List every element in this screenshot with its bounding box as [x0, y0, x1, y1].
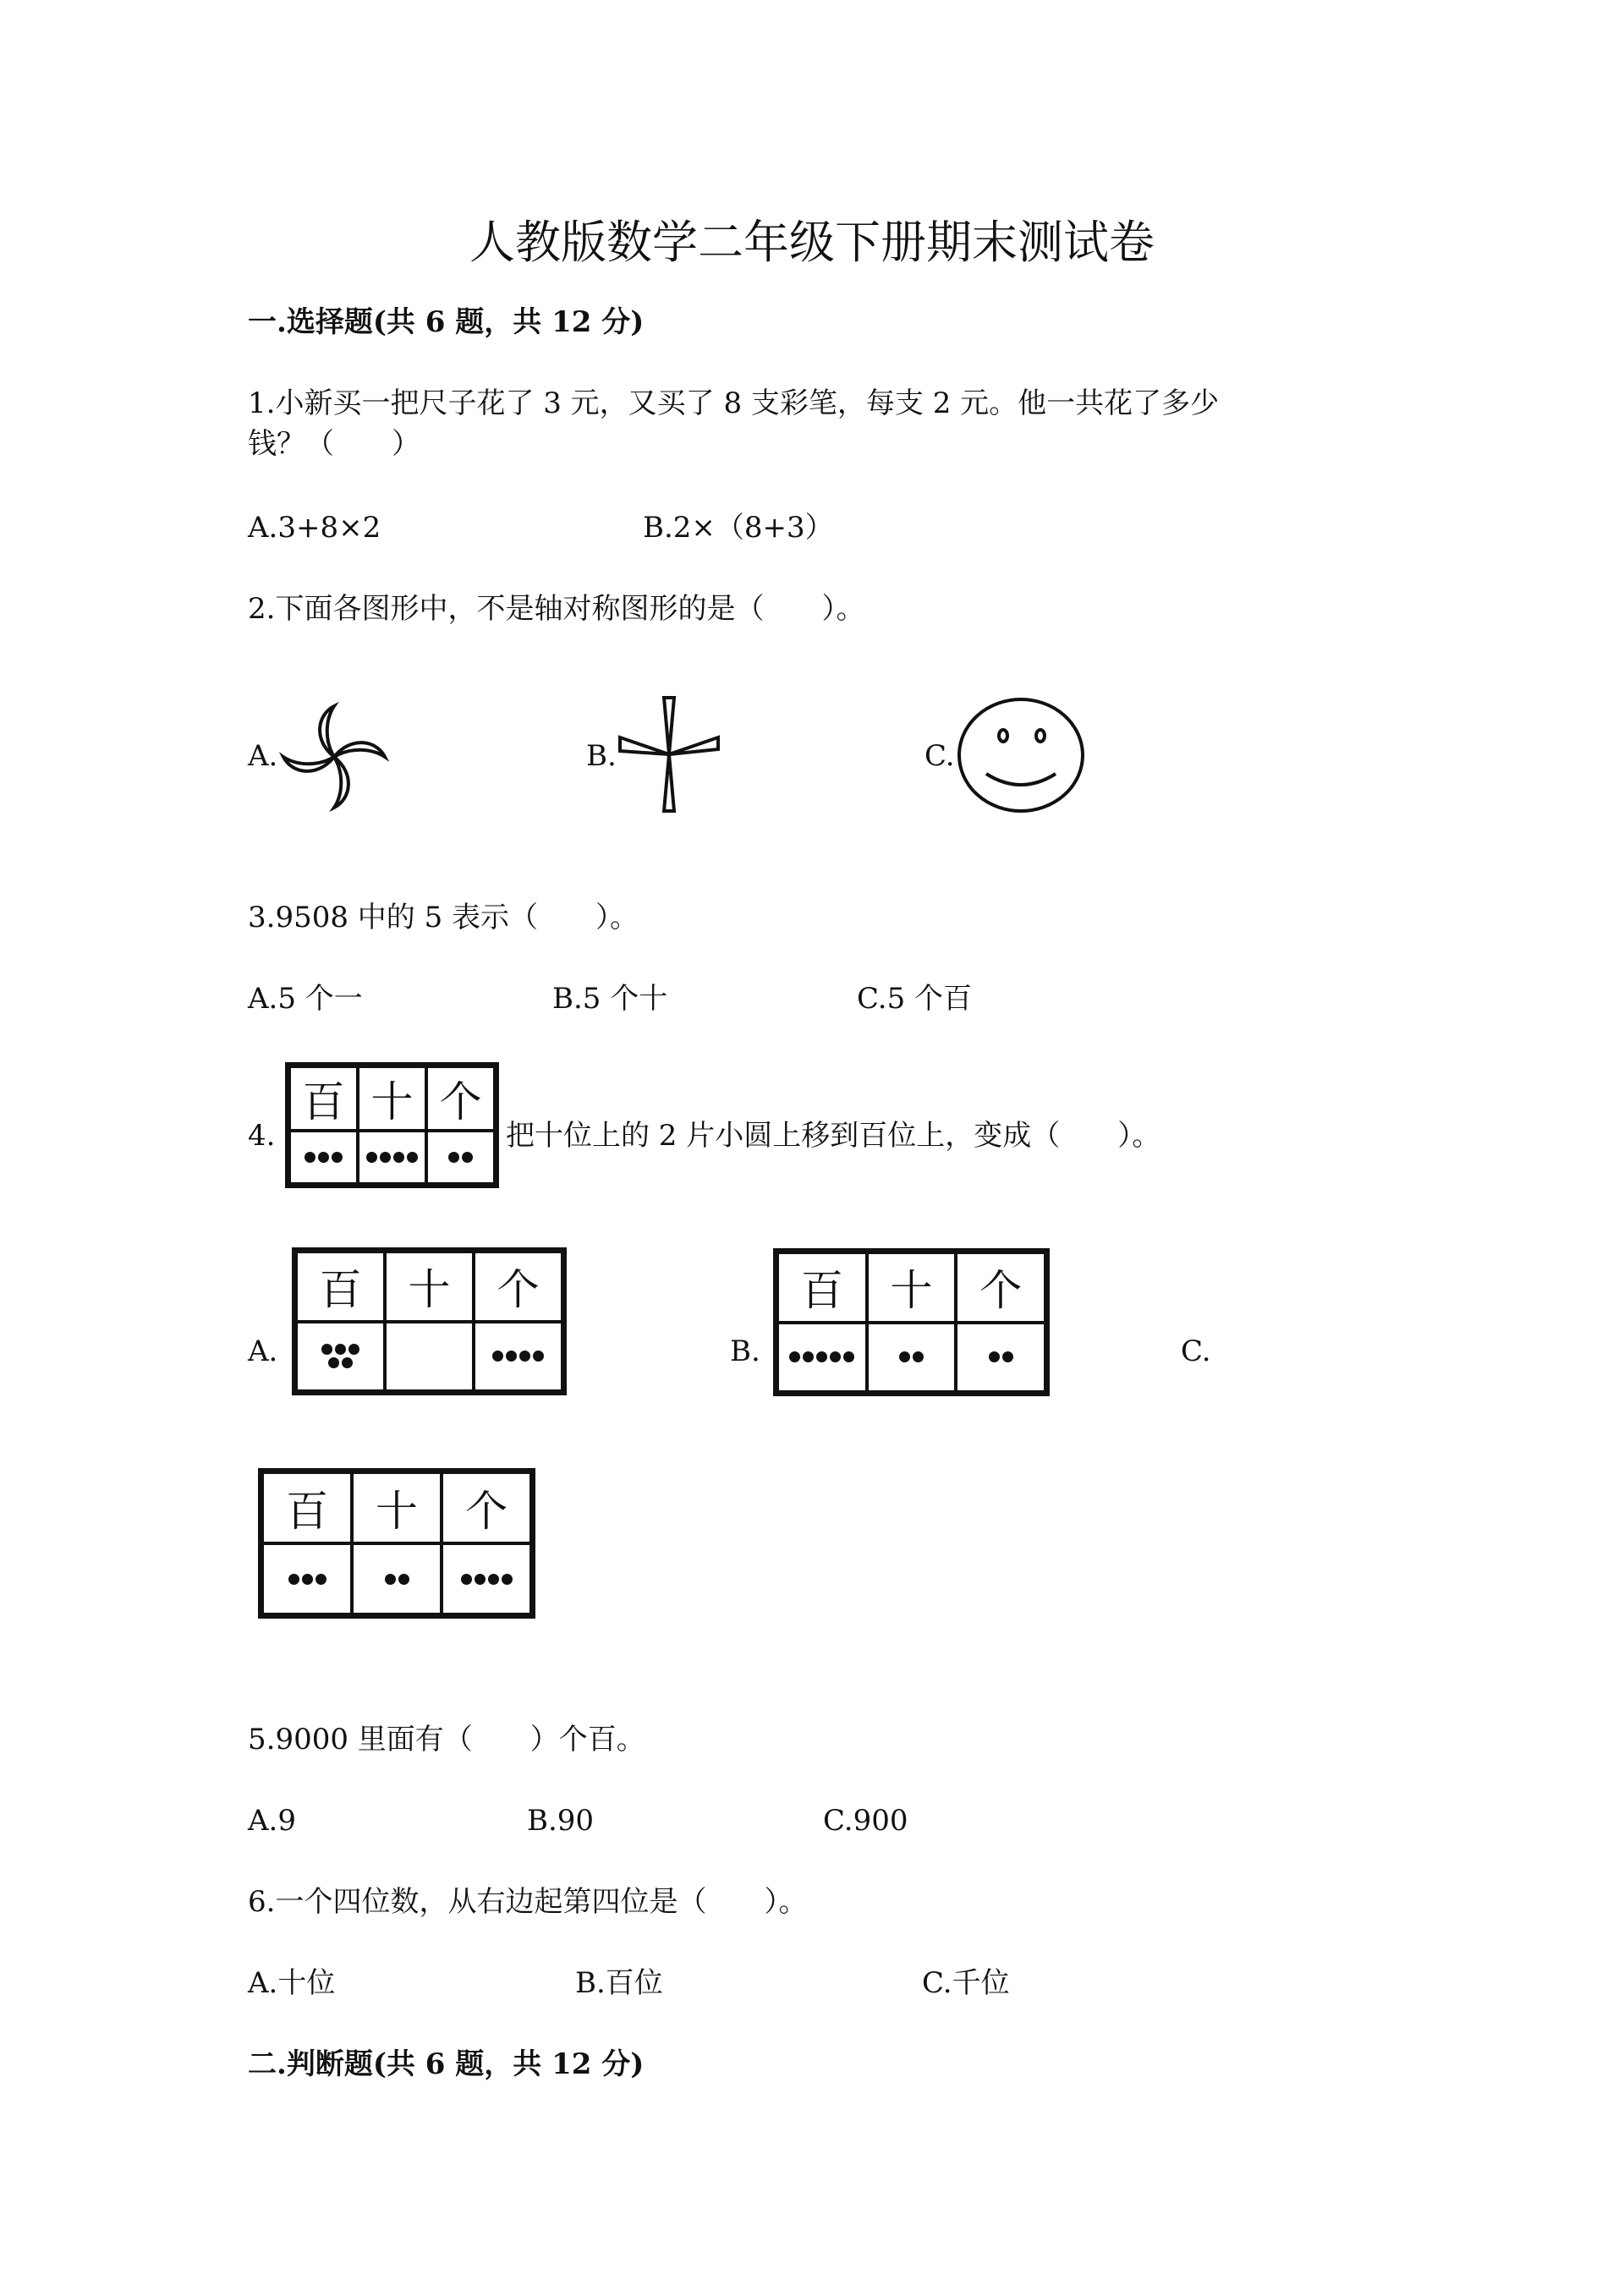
q3-option-a: A.5 个一	[248, 982, 363, 1016]
counter-dot	[488, 1574, 499, 1585]
place-value-header: 百	[289, 1066, 358, 1131]
question-4: 把十位上的 2 片小圆上移到百位上，变成（ ）。	[506, 1119, 1161, 1153]
counter-dot	[448, 1152, 459, 1163]
question-6: 6.一个四位数，从右边起第四位是（ ）。	[248, 1885, 808, 1919]
counter-dot	[913, 1351, 924, 1362]
counter-dot	[321, 1344, 332, 1355]
q5-option-b: B.90	[527, 1804, 595, 1838]
counter-dot	[332, 1152, 343, 1163]
counter-dot	[502, 1574, 513, 1585]
counter-dot	[380, 1152, 391, 1163]
place-value-chart-b	[773, 1248, 1050, 1396]
counter-dot	[533, 1351, 544, 1362]
counter-dot	[335, 1344, 346, 1355]
place-value-cell	[358, 1131, 426, 1184]
place-value-header: 十	[385, 1252, 474, 1322]
place-value-chart-a	[292, 1247, 567, 1395]
counter-dot	[475, 1574, 486, 1585]
q4-option-b: B.	[730, 1334, 760, 1368]
counter-dot	[288, 1574, 299, 1585]
counter-dot	[302, 1574, 313, 1585]
section-heading-judgement: 二.判断题(共 6 题，共 12 分)	[248, 2047, 645, 2081]
q2-option-a: A.	[248, 739, 278, 773]
counter-dot	[989, 1351, 1000, 1362]
q2-option-b: B.	[586, 739, 617, 773]
question-5: 5.9000 里面有（ ）个百。	[248, 1723, 645, 1756]
place-value-cell	[296, 1322, 385, 1392]
counter-dot	[1002, 1351, 1013, 1362]
counter-dot	[393, 1152, 404, 1163]
place-value-cell	[426, 1131, 495, 1184]
place-value-header: 个	[956, 1252, 1045, 1323]
place-value-cell	[262, 1543, 352, 1614]
q6-option-a: A.十位	[248, 1966, 336, 2000]
place-value-header: 百	[777, 1252, 867, 1323]
q5-option-a: A.9	[248, 1804, 296, 1838]
counter-dot	[519, 1351, 530, 1362]
counter-dot	[506, 1351, 517, 1362]
place-value-header: 个	[426, 1066, 495, 1131]
page-title: 人教版数学二年级下册期末测试卷	[469, 216, 1155, 269]
place-value-header: 个	[442, 1472, 531, 1543]
place-value-cell	[442, 1543, 531, 1614]
place-value-cell	[289, 1131, 358, 1184]
place-value-chart-c	[258, 1468, 535, 1619]
counter-dot	[315, 1574, 326, 1585]
counter-dot	[462, 1152, 473, 1163]
place-value-cell	[867, 1323, 957, 1393]
question-4-number: 4.	[248, 1119, 276, 1153]
question-2: 2.下面各图形中，不是轴对称图形的是（ ）。	[248, 592, 865, 626]
q4-option-c: C.	[1181, 1334, 1211, 1368]
counter-dot	[366, 1152, 377, 1163]
place-value-chart-question	[285, 1062, 499, 1188]
place-value-header: 十	[867, 1252, 957, 1323]
counter-dot	[899, 1351, 910, 1362]
counter-dot	[407, 1152, 418, 1163]
bowtie-cross-icon	[617, 695, 727, 814]
place-value-header: 个	[474, 1252, 562, 1322]
q3-option-c: C.5 个百	[857, 982, 973, 1016]
place-value-header: 百	[262, 1472, 352, 1543]
counter-dot	[304, 1152, 315, 1163]
question-3: 3.9508 中的 5 表示（ ）。	[248, 901, 639, 934]
q2-option-c: C.	[924, 739, 955, 773]
q5-option-c: C.900	[823, 1804, 908, 1838]
place-value-header: 百	[296, 1252, 385, 1322]
counter-dot	[398, 1574, 409, 1585]
counter-dot	[789, 1351, 800, 1362]
question-1-line-2: 钱？（ ）	[248, 427, 420, 461]
counter-dot	[461, 1574, 472, 1585]
counter-dot	[328, 1357, 339, 1368]
counter-dot	[318, 1152, 329, 1163]
counter-dot	[492, 1351, 503, 1362]
q6-option-b: B.百位	[575, 1966, 663, 2000]
pinwheel-icon	[279, 702, 389, 812]
q6-option-c: C.千位	[922, 1966, 1010, 2000]
q3-option-b: B.5 个十	[552, 982, 668, 1016]
q1-option-b: B.2×（8+3）	[643, 511, 834, 545]
counter-dot	[803, 1351, 814, 1362]
smiley-face-icon	[956, 696, 1087, 814]
place-value-cell	[474, 1322, 562, 1392]
place-value-header: 十	[352, 1472, 442, 1543]
place-value-cell	[385, 1322, 474, 1392]
place-value-cell	[777, 1323, 867, 1393]
q1-option-a: A.3+8×2	[248, 511, 381, 545]
counter-dot	[342, 1357, 353, 1368]
place-value-cell	[352, 1543, 442, 1614]
question-1-line-1: 1.小新买一把尺子花了 3 元，又买了 8 支彩笔，每支 2 元。他一共花了多少	[248, 386, 1220, 420]
counter-dot	[385, 1574, 396, 1585]
counter-dot	[348, 1344, 359, 1355]
q4-option-a: A.	[248, 1334, 278, 1368]
counter-dot	[830, 1351, 841, 1362]
counter-dot	[816, 1351, 827, 1362]
place-value-header: 十	[358, 1066, 426, 1131]
place-value-cell	[956, 1323, 1045, 1393]
counter-dot	[843, 1351, 854, 1362]
section-heading-choice: 一.选择题(共 6 题，共 12 分)	[248, 305, 645, 339]
